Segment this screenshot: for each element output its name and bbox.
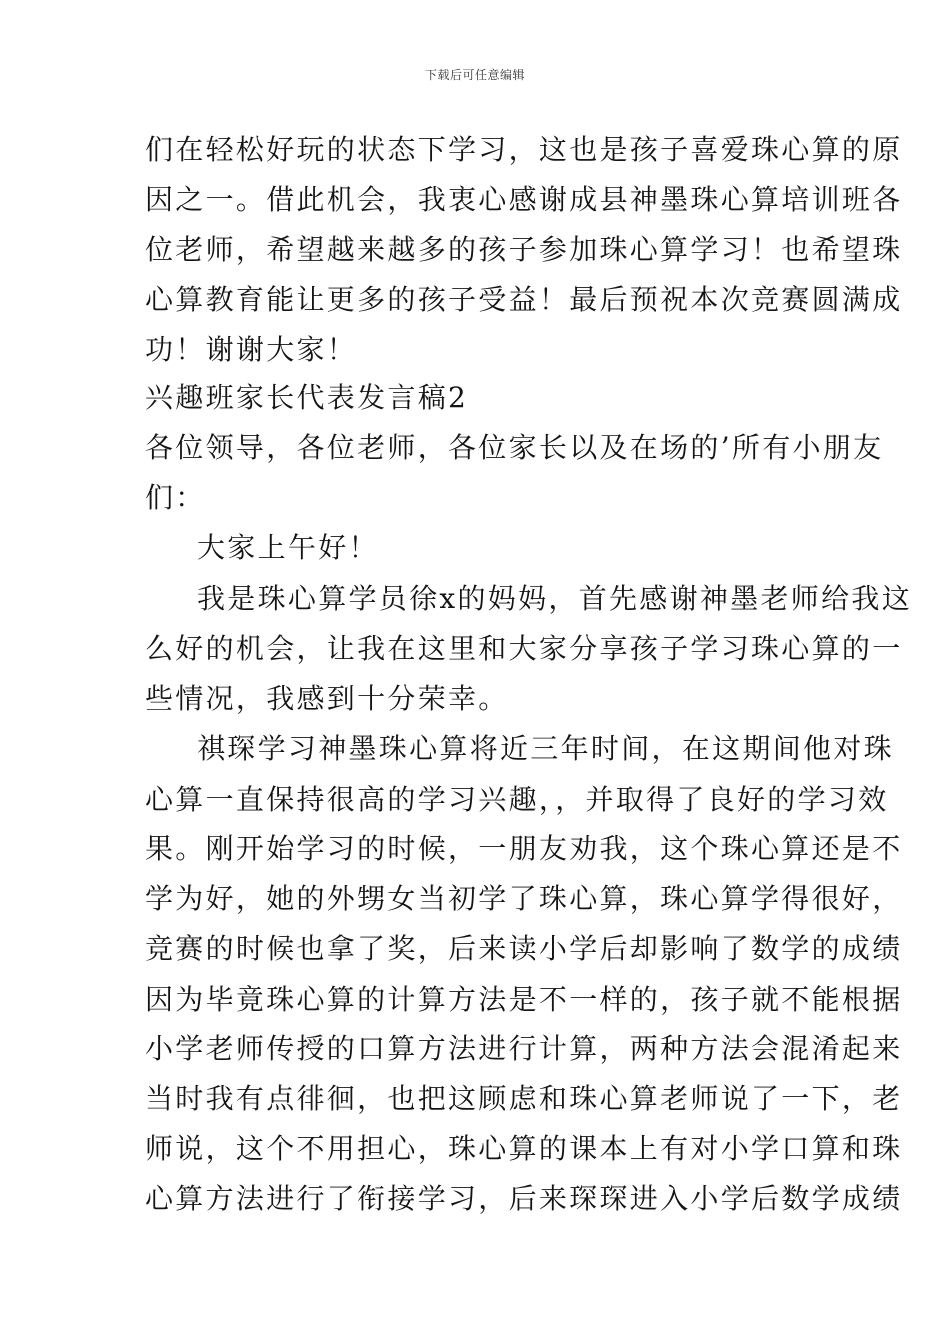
paragraph-line: 心算方法进行了衔接学习，后来琛琛进入小学后数学成绩 — [145, 1182, 903, 1215]
paragraph-line: 因为毕竟珠心算的计算方法是不一样的，孩子就不能根据 — [145, 983, 903, 1016]
salutation: 大家上午好！ — [197, 531, 379, 564]
paragraph-line: 小学老师传授的口算方法进行计算，两种方法会混淆起来 — [145, 1032, 903, 1065]
page-header: 下载后可任意编辑 — [424, 68, 525, 82]
paragraph-line: 么好的机会，让我在这里和大家分享孩子学习珠心算的一 — [145, 632, 903, 665]
text-line: 心算教育能让更多的孩子受益！最后预祝本次竞赛圆满成 — [145, 283, 903, 316]
paragraph-line: 祺琛学习神墨珠心算将近三年时间，在这期间他对珠 — [197, 732, 894, 765]
greeting-line: 们： — [145, 481, 206, 514]
paragraph-line: 学为好，她的外甥女当初学了珠心算，珠心算学得很好， — [145, 882, 903, 915]
section-title: 兴趣班家长代表发言稿2 — [145, 381, 469, 414]
paragraph-line: 我是珠心算学员徐x的妈妈，首先感谢神墨老师给我这 — [197, 582, 912, 615]
text-line: 因之一。借此机会，我衷心感谢成县神墨珠心算培训班各 — [145, 183, 903, 216]
paragraph-line: 竞赛的时候也拿了奖，后来读小学后却影响了数学的成绩 — [145, 932, 903, 965]
paragraph-line: 心算一直保持很高的学习兴趣，，并取得了良好的学习效 — [145, 783, 889, 816]
text-line: 位老师，希望越来越多的孩子参加珠心算学习！也希望珠 — [145, 233, 903, 266]
paragraph-line: 果。刚开始学习的时候，一朋友劝我，这个珠心算还是不 — [145, 832, 903, 865]
text-line: 功！谢谢大家！ — [145, 333, 358, 366]
greeting-line: 各位领导，各位老师，各位家长以及在场的’所有小朋友 — [145, 431, 884, 464]
paragraph-line: 些情况，我感到十分荣幸。 — [145, 682, 509, 715]
paragraph-line: 师说，这个不用担心，珠心算的课本上有对小学口算和珠 — [145, 1132, 903, 1165]
text-line: 们在轻松好玩的状态下学习，这也是孩子喜爱珠心算的原 — [145, 133, 903, 166]
paragraph-line: 当时我有点徘徊，也把这顾虑和珠心算老师说了一下，老 — [145, 1082, 903, 1115]
